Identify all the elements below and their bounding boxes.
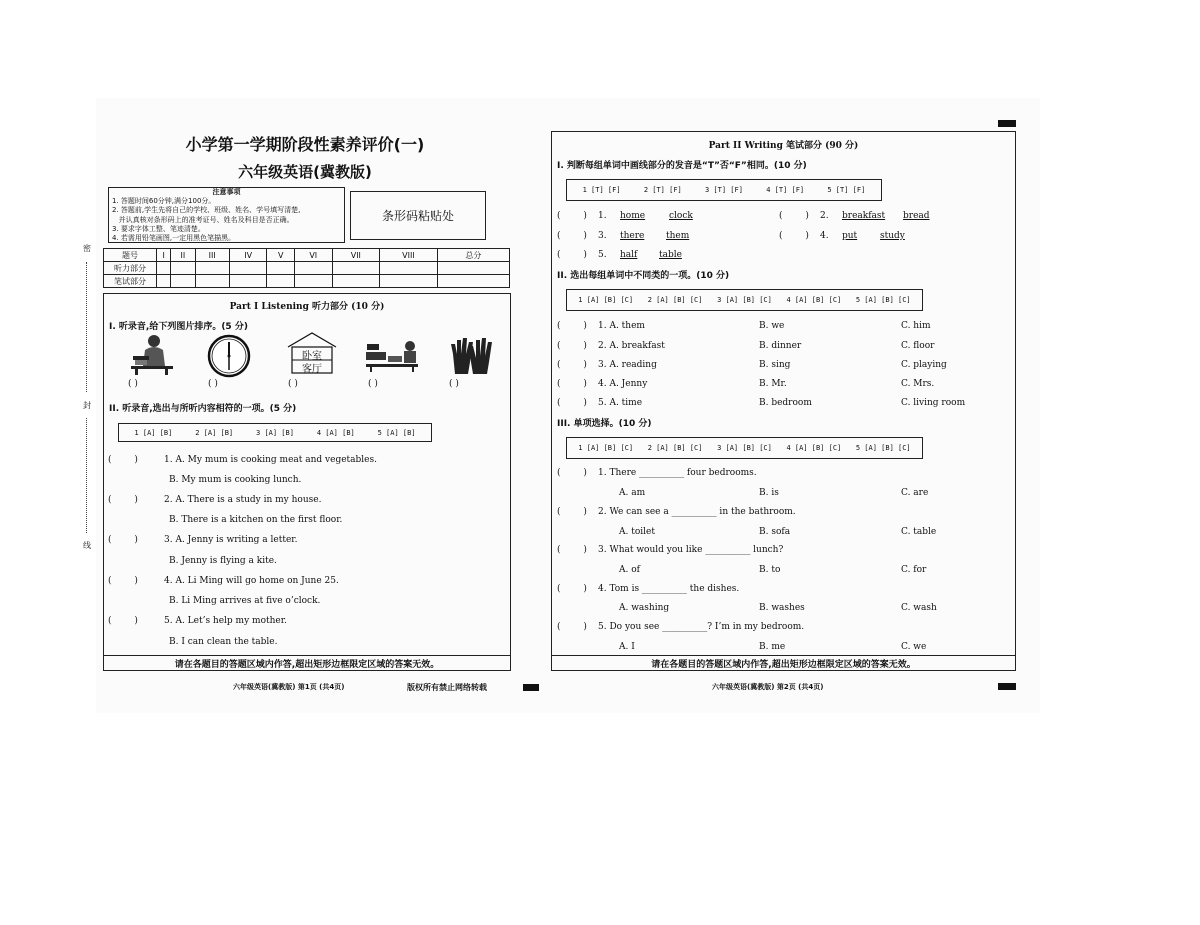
score-cell[interactable] bbox=[195, 275, 229, 288]
option-a: A. I bbox=[619, 642, 635, 652]
score-cell[interactable] bbox=[332, 262, 380, 275]
score-header: VI bbox=[294, 249, 332, 262]
answer-choice-group[interactable]: 5 [T] [F] bbox=[827, 186, 866, 194]
notice-line: 并认真核对条形码上的准考证号、姓名及科目是否正确。 bbox=[112, 215, 294, 224]
part2-sec2-title: II. 选出每组单词中不同类的一项。(10 分) bbox=[557, 271, 730, 281]
footer-divider bbox=[551, 655, 1016, 656]
answer-paren[interactable]: ( ) bbox=[557, 507, 587, 517]
option-a: 2. A. breakfast bbox=[598, 341, 665, 351]
question-option-a: 3. A. Jenny is writing a letter. bbox=[164, 535, 298, 545]
option-b: B. sing bbox=[759, 360, 791, 370]
score-cell[interactable] bbox=[380, 262, 438, 275]
score-cell[interactable] bbox=[437, 262, 509, 275]
question-number: 4. bbox=[820, 231, 829, 241]
notice-line: 1. 答题时间60分钟,满分100分。 bbox=[112, 197, 216, 206]
question-stem: 3. What would you like __________ lunch? bbox=[598, 545, 784, 555]
option-b: B. is bbox=[759, 488, 779, 498]
part1-title: Part I Listening 听力部分 (10 分) bbox=[229, 302, 385, 312]
word-1: half bbox=[620, 250, 638, 260]
answer-paren[interactable]: ( ) bbox=[557, 360, 587, 370]
option-a: 4. A. Jenny bbox=[598, 379, 648, 389]
score-header: II bbox=[171, 249, 195, 262]
word-2: study bbox=[880, 231, 905, 241]
answer-paren[interactable]: ( ) bbox=[449, 379, 459, 389]
answer-paren[interactable]: ( ) bbox=[557, 584, 587, 594]
living-room-picture bbox=[364, 338, 420, 374]
answer-choice-group[interactable]: 2 [T] [F] bbox=[643, 186, 682, 194]
answer-choice-group[interactable]: 2 [A] [B] bbox=[195, 428, 234, 437]
question-option-a: 1. A. My mum is cooking meat and vegetables. bbox=[164, 455, 377, 465]
score-cell[interactable] bbox=[229, 275, 267, 288]
score-table bbox=[103, 248, 510, 288]
score-cell[interactable] bbox=[229, 262, 267, 275]
option-c: C. playing bbox=[901, 360, 947, 370]
notice-line: 2. 答题前,学生先将自己的学校、班级、姓名、学号填写清楚, bbox=[112, 206, 301, 215]
option-b: B. me bbox=[759, 642, 786, 652]
score-cell[interactable] bbox=[437, 275, 509, 288]
word-2: table bbox=[659, 250, 682, 260]
answer-paren[interactable]: ( ) bbox=[108, 455, 138, 465]
word-1: breakfast bbox=[842, 211, 886, 221]
alignment-mark bbox=[998, 683, 1016, 690]
score-header: 题号 bbox=[104, 249, 157, 262]
answer-paren[interactable]: ( ) bbox=[557, 545, 587, 555]
barcode-area: 条形码粘贴处 bbox=[350, 191, 486, 240]
binding-dotted-line bbox=[86, 262, 87, 392]
option-c: C. we bbox=[901, 642, 927, 652]
notice-line: 4. 若需用铅笔画图,一定用黑色笔描黑。 bbox=[112, 234, 236, 243]
score-cell[interactable] bbox=[332, 275, 380, 288]
part2-sec3-title: III. 单项选择。(10 分) bbox=[557, 419, 652, 429]
option-c: C. Mrs. bbox=[901, 379, 935, 389]
answer-paren[interactable]: ( ) bbox=[108, 616, 138, 626]
question-option-a: 2. A. There is a study in my house. bbox=[164, 495, 322, 505]
answer-box bbox=[118, 423, 432, 442]
option-b: B. bedroom bbox=[759, 398, 812, 408]
score-cell[interactable] bbox=[157, 262, 171, 275]
option-c: C. are bbox=[901, 488, 929, 498]
question-number: 2. bbox=[820, 211, 829, 221]
score-header: VIII bbox=[380, 249, 438, 262]
question-stem: 1. There __________ four bedrooms. bbox=[598, 468, 757, 478]
score-cell[interactable] bbox=[171, 262, 195, 275]
answer-paren[interactable]: ( ) bbox=[368, 379, 378, 389]
part2-title: Part II Writing 笔试部分 (90 分) bbox=[708, 141, 859, 151]
notice-title: 注意事项 bbox=[212, 188, 241, 196]
question-option-b: B. Jenny is flying a kite. bbox=[169, 556, 277, 566]
part1-sec2-title: II. 听录音,选出与所听内容相符的一项。(5 分) bbox=[109, 404, 297, 414]
answer-area-note: 请在各题目的答题区域内作答,超出矩形边框限定区域的答案无效。 bbox=[651, 660, 916, 670]
word-1: home bbox=[620, 211, 646, 221]
answer-choice-group[interactable]: 5 [A] [B] [C] bbox=[855, 444, 911, 452]
question-stem: 2. We can see a __________ in the bathroom. bbox=[598, 507, 796, 517]
answer-box bbox=[566, 289, 923, 311]
answer-choice-group[interactable]: 2 [A] [B] [C] bbox=[647, 296, 703, 304]
alignment-mark bbox=[998, 120, 1016, 127]
option-b: B. we bbox=[759, 321, 785, 331]
answer-paren[interactable]: ( ) bbox=[557, 398, 587, 408]
question-number: 5. bbox=[598, 250, 607, 260]
answer-paren[interactable]: ( ) bbox=[557, 341, 587, 351]
question-option-b: B. I can clean the table. bbox=[169, 637, 278, 647]
question-option-a: 4. A. Li Ming will go home on June 25. bbox=[164, 576, 339, 586]
answer-choice-group[interactable]: 1 [A] [B] [C] bbox=[578, 296, 634, 304]
option-c: C. table bbox=[901, 527, 937, 537]
option-c: C. floor bbox=[901, 341, 935, 351]
answer-box bbox=[566, 179, 882, 201]
option-c: C. him bbox=[901, 321, 931, 331]
word-2: them bbox=[666, 231, 690, 241]
word-2: clock bbox=[669, 211, 693, 221]
page-number: 六年级英语(冀教版) 第2页 (共4页) bbox=[712, 683, 824, 691]
score-row-label: 听力部分 bbox=[104, 262, 157, 275]
answer-paren[interactable]: ( ) bbox=[557, 231, 587, 241]
option-a: A. am bbox=[619, 488, 646, 498]
answer-paren[interactable]: ( ) bbox=[779, 211, 809, 221]
part2-sec1-title: I. 判断每组单词中画线部分的发音是“T”否“F”相同。(10 分) bbox=[557, 161, 807, 171]
answer-choice-group[interactable]: 1 [A] [B] bbox=[134, 428, 173, 437]
answer-choice-group[interactable]: 4 [A] [B] bbox=[316, 428, 355, 437]
binding-mark-seal: 封 bbox=[83, 401, 91, 410]
option-b: B. Mr. bbox=[759, 379, 787, 389]
answer-choice-group[interactable]: 3 [T] [F] bbox=[705, 186, 743, 194]
answer-area-note: 请在各题目的答题区域内作答,超出矩形边框限定区域的答案无效。 bbox=[174, 660, 440, 670]
answer-paren[interactable]: ( ) bbox=[288, 379, 298, 389]
option-c: C. for bbox=[901, 565, 927, 575]
option-c: C. living room bbox=[901, 398, 966, 408]
score-header: V bbox=[267, 249, 295, 262]
answer-choice-group[interactable]: 5 [A] [B] bbox=[377, 428, 416, 437]
score-row-label: 笔试部分 bbox=[104, 275, 157, 288]
option-a: A. toilet bbox=[619, 527, 655, 537]
answer-choice-group[interactable]: 3 [A] [B] bbox=[256, 428, 294, 437]
option-b: B. dinner bbox=[759, 341, 802, 351]
word-1: put bbox=[842, 231, 858, 241]
option-a: 1. A. them bbox=[598, 321, 645, 331]
answer-paren[interactable]: ( ) bbox=[108, 576, 138, 586]
score-cell[interactable] bbox=[157, 275, 171, 288]
bedroom-label: 卧室 bbox=[302, 351, 322, 362]
question-stem: 5. Do you see __________? I’m in my bedroom. bbox=[598, 622, 805, 632]
notice-line: 3. 要求字体工整、笔迹清楚。 bbox=[112, 224, 205, 233]
option-a: 5. A. time bbox=[598, 398, 643, 408]
score-cell[interactable] bbox=[267, 275, 295, 288]
option-b: B. washes bbox=[759, 603, 805, 613]
part1-sec1-title: I. 听录音,给下列图片排序。(5 分) bbox=[109, 322, 248, 332]
answer-paren[interactable]: ( ) bbox=[108, 535, 138, 545]
question-number: 1. bbox=[598, 211, 607, 221]
answer-paren[interactable]: ( ) bbox=[557, 379, 587, 389]
answer-choice-group[interactable]: 3 [A] [B] [C] bbox=[717, 444, 772, 452]
option-c: C. wash bbox=[901, 603, 937, 613]
option-b: B. to bbox=[759, 565, 781, 575]
question-stem: 4. Tom is __________ the dishes. bbox=[598, 584, 740, 594]
word-2: bread bbox=[903, 211, 930, 221]
score-cell[interactable] bbox=[294, 275, 332, 288]
binding-mark-seal: 密 bbox=[83, 244, 91, 253]
answer-paren[interactable]: ( ) bbox=[779, 231, 809, 241]
answer-paren[interactable]: ( ) bbox=[557, 321, 587, 331]
answer-paren[interactable]: ( ) bbox=[557, 211, 587, 221]
answer-choice-group[interactable]: 4 [A] [B] [C] bbox=[786, 296, 842, 304]
binding-dotted-line bbox=[86, 418, 87, 533]
clock-picture bbox=[207, 334, 251, 378]
cooking-picture bbox=[127, 332, 177, 376]
house-picture bbox=[285, 331, 339, 375]
question-number: 3. bbox=[598, 231, 607, 241]
score-cell[interactable] bbox=[267, 262, 295, 275]
score-cell[interactable] bbox=[171, 275, 195, 288]
copyright-note: 版权所有禁止网络转载 bbox=[407, 683, 487, 692]
answer-choice-group[interactable]: 3 [A] [B] [C] bbox=[717, 296, 772, 304]
living-room-label: 客厅 bbox=[302, 364, 322, 375]
score-header: I bbox=[157, 249, 171, 262]
word-1: there bbox=[620, 231, 645, 241]
score-cell[interactable] bbox=[380, 275, 438, 288]
score-header: III bbox=[195, 249, 229, 262]
score-cell[interactable] bbox=[294, 262, 332, 275]
page-number: 六年级英语(冀教版) 第1页 (共4页) bbox=[233, 683, 345, 691]
answer-paren[interactable]: ( ) bbox=[557, 250, 587, 260]
option-b: B. sofa bbox=[759, 527, 791, 537]
score-header: IV bbox=[229, 249, 267, 262]
question-option-b: B. Li Ming arrives at five o’clock. bbox=[169, 596, 321, 606]
hands-picture bbox=[449, 334, 495, 376]
exam-title: 小学第一学期阶段性素养评价(一) bbox=[185, 135, 425, 154]
answer-choice-group[interactable]: 2 [A] [B] [C] bbox=[647, 444, 703, 452]
exam-subtitle: 六年级英语(冀教版) bbox=[238, 163, 372, 181]
answer-choice-group[interactable]: 1 [T] [F] bbox=[582, 186, 621, 194]
footer-divider bbox=[103, 655, 511, 656]
answer-paren[interactable]: ( ) bbox=[128, 379, 138, 389]
alignment-mark bbox=[523, 684, 539, 691]
option-a: A. washing bbox=[619, 603, 670, 613]
question-option-a: 5. A. Let’s help my mother. bbox=[164, 616, 287, 626]
answer-choice-group[interactable]: 1 [A] [B] [C] bbox=[578, 444, 634, 452]
option-a: 3. A. reading bbox=[598, 360, 657, 370]
option-a: A. of bbox=[619, 565, 640, 575]
answer-paren[interactable]: ( ) bbox=[557, 622, 587, 632]
score-header: 总分 bbox=[437, 249, 509, 262]
answer-paren[interactable]: ( ) bbox=[557, 468, 587, 478]
answer-choice-group[interactable]: 4 [T] [F] bbox=[766, 186, 805, 194]
score-cell[interactable] bbox=[195, 262, 229, 275]
answer-box bbox=[566, 437, 923, 459]
answer-choice-group[interactable]: 4 [A] [B] [C] bbox=[786, 444, 842, 452]
question-option-b: B. There is a kitchen on the first floor. bbox=[169, 515, 343, 525]
notice-box bbox=[108, 187, 345, 243]
question-option-b: B. My mum is cooking lunch. bbox=[169, 475, 302, 485]
answer-choice-group[interactable]: 5 [A] [B] [C] bbox=[855, 296, 911, 304]
answer-paren[interactable]: ( ) bbox=[108, 495, 138, 505]
binding-mark-line: 线 bbox=[83, 541, 91, 550]
answer-paren[interactable]: ( ) bbox=[208, 379, 218, 389]
score-header: VII bbox=[332, 249, 380, 262]
